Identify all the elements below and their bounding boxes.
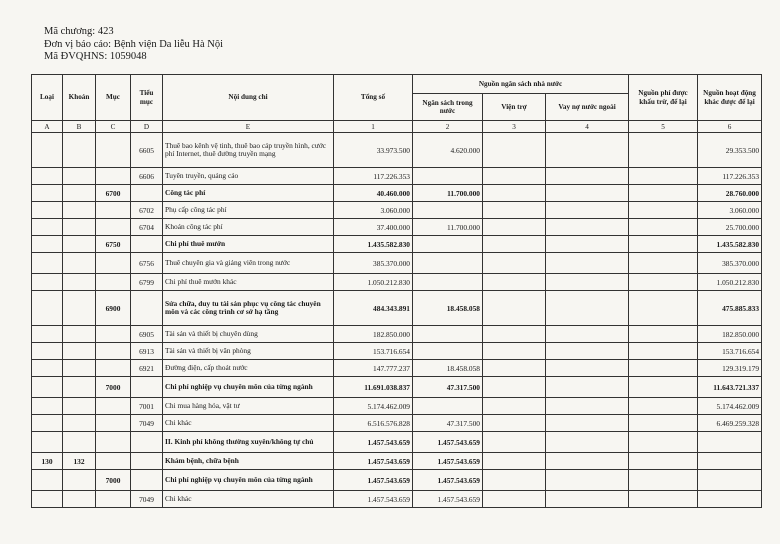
fee-source-cell	[629, 291, 698, 326]
table-row	[32, 453, 762, 470]
total-cell: 385.370.000	[334, 253, 413, 274]
expenditure-table	[31, 74, 762, 508]
aid-cell	[483, 185, 546, 202]
total-cell: 11.691.038.837	[334, 377, 413, 398]
index-cell: 2	[413, 121, 483, 133]
tieu-muc-cell: 7001	[131, 398, 163, 415]
other-source-cell	[698, 453, 762, 470]
khoan-cell	[63, 219, 96, 236]
loai-cell	[32, 432, 63, 453]
loai-cell: 130	[32, 453, 63, 470]
col-muc: Mục	[96, 75, 131, 121]
khoan-cell	[63, 415, 96, 432]
index-cell: D	[131, 121, 163, 133]
description-cell: Chi khác	[163, 491, 334, 508]
total-cell: 1.457.543.659	[334, 432, 413, 453]
index-cell: 6	[698, 121, 762, 133]
foreign-loan-cell	[546, 291, 629, 326]
other-source-cell: 129.319.179	[698, 360, 762, 377]
table-row	[32, 185, 762, 202]
table-row	[32, 360, 762, 377]
col-group-nsnn: Nguồn ngân sách nhà nước	[413, 75, 629, 94]
domestic-budget-cell: 1.457.543.659	[413, 432, 483, 453]
loai-cell	[32, 343, 63, 360]
aid-cell	[483, 133, 546, 168]
foreign-loan-cell	[546, 219, 629, 236]
other-source-cell: 182.850.000	[698, 326, 762, 343]
khoan-cell	[63, 202, 96, 219]
other-source-cell: 3.060.000	[698, 202, 762, 219]
loai-cell	[32, 398, 63, 415]
aid-cell	[483, 236, 546, 253]
fee-source-cell	[629, 470, 698, 491]
index-cell: A	[32, 121, 63, 133]
aid-cell	[483, 377, 546, 398]
total-cell: 3.060.000	[334, 202, 413, 219]
domestic-budget-cell: 1.457.543.659	[413, 453, 483, 470]
khoan-cell	[63, 291, 96, 326]
domestic-budget-cell	[413, 343, 483, 360]
loai-cell	[32, 377, 63, 398]
col-phi-khau-tru: Nguồn phí được khấu trừ, để lại	[629, 75, 698, 121]
description-cell: Thuê bao kênh vệ tinh, thuê bao cáp truyền hình, cước phí Internet, thuê đường truyền mạng	[163, 133, 334, 168]
other-source-cell: 28.760.000	[698, 185, 762, 202]
col-ns-trong-nuoc: Ngân sách trong nước	[413, 94, 483, 121]
total-cell: 33.973.500	[334, 133, 413, 168]
khoan-cell: 132	[63, 453, 96, 470]
table-row	[32, 168, 762, 185]
khoan-cell	[63, 326, 96, 343]
foreign-loan-cell	[546, 491, 629, 508]
total-cell: 40.460.000	[334, 185, 413, 202]
muc-cell: 6700	[96, 185, 131, 202]
loai-cell	[32, 326, 63, 343]
col-vay-no: Vay nợ nước ngoài	[546, 94, 629, 121]
loai-cell	[32, 253, 63, 274]
fee-source-cell	[629, 491, 698, 508]
khoan-cell	[63, 253, 96, 274]
aid-cell	[483, 470, 546, 491]
tieu-muc-cell: 6905	[131, 326, 163, 343]
total-cell: 1.457.543.659	[334, 470, 413, 491]
fee-source-cell	[629, 398, 698, 415]
total-cell: 37.400.000	[334, 219, 413, 236]
aid-cell	[483, 274, 546, 291]
fee-source-cell	[629, 133, 698, 168]
description-cell: II. Kinh phí không thường xuyên/không tự chủ	[163, 432, 334, 453]
table-row	[32, 274, 762, 291]
other-source-cell: 1.050.212.830	[698, 274, 762, 291]
fee-source-cell	[629, 326, 698, 343]
description-cell: Chi phí nghiệp vụ chuyên môn của từng ngành	[163, 377, 334, 398]
aid-cell	[483, 360, 546, 377]
foreign-loan-cell	[546, 133, 629, 168]
fee-source-cell	[629, 202, 698, 219]
foreign-loan-cell	[546, 236, 629, 253]
other-source-cell: 29.353.500	[698, 133, 762, 168]
table-row	[32, 219, 762, 236]
tieu-muc-cell: 6605	[131, 133, 163, 168]
index-cell: 4	[546, 121, 629, 133]
other-source-cell: 25.700.000	[698, 219, 762, 236]
table-row	[32, 133, 762, 168]
table-row	[32, 326, 762, 343]
header-row-1	[32, 75, 762, 94]
fee-source-cell	[629, 185, 698, 202]
domestic-budget-cell	[413, 326, 483, 343]
muc-cell: 7000	[96, 377, 131, 398]
table-row	[32, 253, 762, 274]
col-khoan: Khoản	[63, 75, 96, 121]
loai-cell	[32, 236, 63, 253]
other-source-cell: 1.435.582.830	[698, 236, 762, 253]
description-cell: Chi khác	[163, 415, 334, 432]
foreign-loan-cell	[546, 453, 629, 470]
tieu-muc-cell	[131, 185, 163, 202]
loai-cell	[32, 202, 63, 219]
foreign-loan-cell	[546, 168, 629, 185]
aid-cell	[483, 432, 546, 453]
description-cell: Công tác phí	[163, 185, 334, 202]
foreign-loan-cell	[546, 470, 629, 491]
tieu-muc-cell: 6702	[131, 202, 163, 219]
muc-cell	[96, 398, 131, 415]
index-cell: 1	[334, 121, 413, 133]
index-cell: E	[163, 121, 334, 133]
other-source-cell: 385.370.000	[698, 253, 762, 274]
col-vien-tro: Viện trợ	[483, 94, 546, 121]
muc-cell: 7000	[96, 470, 131, 491]
tieu-muc-cell: 7049	[131, 491, 163, 508]
description-cell: Đường điện, cấp thoát nước	[163, 360, 334, 377]
khoan-cell	[63, 274, 96, 291]
other-source-cell	[698, 470, 762, 491]
foreign-loan-cell	[546, 415, 629, 432]
domestic-budget-cell	[413, 202, 483, 219]
khoan-cell	[63, 185, 96, 202]
other-source-cell: 475.885.833	[698, 291, 762, 326]
tieu-muc-cell	[131, 432, 163, 453]
foreign-loan-cell	[546, 326, 629, 343]
loai-cell	[32, 470, 63, 491]
description-cell: Tài sản và thiết bị chuyên dùng	[163, 326, 334, 343]
total-cell: 484.343.891	[334, 291, 413, 326]
muc-cell	[96, 253, 131, 274]
foreign-loan-cell	[546, 432, 629, 453]
aid-cell	[483, 253, 546, 274]
total-cell: 153.716.654	[334, 343, 413, 360]
khoan-cell	[63, 343, 96, 360]
aid-cell	[483, 453, 546, 470]
domestic-budget-cell: 18.458.058	[413, 360, 483, 377]
foreign-loan-cell	[546, 377, 629, 398]
table-row	[32, 491, 762, 508]
aid-cell	[483, 168, 546, 185]
tieu-muc-cell	[131, 291, 163, 326]
index-cell: B	[63, 121, 96, 133]
table-row	[32, 432, 762, 453]
col-noi-dung: Nội dung chi	[163, 75, 334, 121]
khoan-cell	[63, 168, 96, 185]
domestic-budget-cell	[413, 253, 483, 274]
description-cell: Khoán công tác phí	[163, 219, 334, 236]
muc-cell	[96, 415, 131, 432]
index-cell: 5	[629, 121, 698, 133]
domestic-budget-cell: 47.317.500	[413, 377, 483, 398]
other-source-cell: 11.643.721.337	[698, 377, 762, 398]
aid-cell	[483, 491, 546, 508]
fee-source-cell	[629, 343, 698, 360]
other-source-cell: 6.469.259.328	[698, 415, 762, 432]
chapter-code: Mã chương: 423	[44, 26, 114, 37]
domestic-budget-cell: 4.620.000	[413, 133, 483, 168]
khoan-cell	[63, 491, 96, 508]
loai-cell	[32, 274, 63, 291]
reporting-unit: Đơn vị báo cáo: Bệnh viện Da liễu Hà Nội	[44, 38, 224, 50]
loai-cell	[32, 415, 63, 432]
tieu-muc-cell: 6913	[131, 343, 163, 360]
table-row	[32, 398, 762, 415]
total-cell: 1.435.582.830	[334, 236, 413, 253]
other-source-cell	[698, 491, 762, 508]
tieu-muc-cell	[131, 453, 163, 470]
table-row	[32, 377, 762, 398]
muc-cell	[96, 274, 131, 291]
muc-cell	[96, 168, 131, 185]
aid-cell	[483, 415, 546, 432]
total-cell: 5.174.462.009	[334, 398, 413, 415]
total-cell: 1.457.543.659	[334, 491, 413, 508]
table-row	[32, 343, 762, 360]
col-loai: Loại	[32, 75, 63, 121]
total-cell: 6.516.576.828	[334, 415, 413, 432]
tieu-muc-cell: 6606	[131, 168, 163, 185]
aid-cell	[483, 219, 546, 236]
table-row	[32, 415, 762, 432]
table-row	[32, 291, 762, 326]
table-row	[32, 202, 762, 219]
aid-cell	[483, 326, 546, 343]
other-source-cell: 5.174.462.009	[698, 398, 762, 415]
budget-unit-code: Mã ĐVQHNS: 1059048	[44, 51, 147, 62]
tieu-muc-cell	[131, 377, 163, 398]
table-row	[32, 236, 762, 253]
aid-cell	[483, 291, 546, 326]
loai-cell	[32, 219, 63, 236]
domestic-budget-cell: 11.700.000	[413, 219, 483, 236]
muc-cell	[96, 343, 131, 360]
description-cell: Chi phí thuê mướn khác	[163, 274, 334, 291]
muc-cell	[96, 432, 131, 453]
fee-source-cell	[629, 453, 698, 470]
foreign-loan-cell	[546, 360, 629, 377]
khoan-cell	[63, 133, 96, 168]
muc-cell	[96, 360, 131, 377]
description-cell: Chi phí thuê mướn	[163, 236, 334, 253]
fee-source-cell	[629, 432, 698, 453]
other-source-cell: 153.716.654	[698, 343, 762, 360]
fee-source-cell	[629, 377, 698, 398]
muc-cell	[96, 219, 131, 236]
khoan-cell	[63, 236, 96, 253]
table-row	[32, 470, 762, 491]
fee-source-cell	[629, 253, 698, 274]
total-cell: 117.226.353	[334, 168, 413, 185]
description-cell: Sửa chữa, duy tu tài sản phục vụ công tác chuyên môn và các công trình cơ sở hạ tầng	[163, 291, 334, 326]
aid-cell	[483, 202, 546, 219]
loai-cell	[32, 133, 63, 168]
tieu-muc-cell	[131, 470, 163, 491]
total-cell: 182.850.000	[334, 326, 413, 343]
domestic-budget-cell: 1.457.543.659	[413, 491, 483, 508]
description-cell: Tài sản và thiết bị văn phòng	[163, 343, 334, 360]
total-cell: 1.050.212.830	[334, 274, 413, 291]
fee-source-cell	[629, 360, 698, 377]
tieu-muc-cell: 6756	[131, 253, 163, 274]
foreign-loan-cell	[546, 343, 629, 360]
description-cell: Thuê chuyên gia và giảng viên trong nước	[163, 253, 334, 274]
tieu-muc-cell: 7049	[131, 415, 163, 432]
report-header	[44, 26, 223, 64]
loai-cell	[32, 168, 63, 185]
index-cell: C	[96, 121, 131, 133]
total-cell: 147.777.237	[334, 360, 413, 377]
loai-cell	[32, 185, 63, 202]
khoan-cell	[63, 377, 96, 398]
total-cell: 1.457.543.659	[334, 453, 413, 470]
index-row	[32, 121, 762, 133]
loai-cell	[32, 491, 63, 508]
domestic-budget-cell	[413, 274, 483, 291]
aid-cell	[483, 343, 546, 360]
domestic-budget-cell: 18.458.058	[413, 291, 483, 326]
loai-cell	[32, 291, 63, 326]
description-cell: Chi mua hàng hóa, vật tư	[163, 398, 334, 415]
khoan-cell	[63, 432, 96, 453]
foreign-loan-cell	[546, 398, 629, 415]
muc-cell: 6750	[96, 236, 131, 253]
muc-cell: 6900	[96, 291, 131, 326]
description-cell: Chi phí nghiệp vụ chuyên môn của từng ngành	[163, 470, 334, 491]
domestic-budget-cell	[413, 168, 483, 185]
col-hoat-dong-khac: Nguồn hoạt động khác được để lại	[698, 75, 762, 121]
foreign-loan-cell	[546, 253, 629, 274]
muc-cell	[96, 453, 131, 470]
description-cell: Phụ cấp công tác phí	[163, 202, 334, 219]
fee-source-cell	[629, 219, 698, 236]
tieu-muc-cell	[131, 236, 163, 253]
domestic-budget-cell: 11.700.000	[413, 185, 483, 202]
muc-cell	[96, 326, 131, 343]
other-source-cell	[698, 432, 762, 453]
foreign-loan-cell	[546, 202, 629, 219]
fee-source-cell	[629, 274, 698, 291]
domestic-budget-cell: 1.457.543.659	[413, 470, 483, 491]
domestic-budget-cell	[413, 236, 483, 253]
description-cell: Khám bệnh, chữa bệnh	[163, 453, 334, 470]
index-cell: 3	[483, 121, 546, 133]
tieu-muc-cell: 6799	[131, 274, 163, 291]
khoan-cell	[63, 398, 96, 415]
foreign-loan-cell	[546, 274, 629, 291]
domestic-budget-cell	[413, 398, 483, 415]
description-cell: Tuyên truyền, quảng cáo	[163, 168, 334, 185]
tieu-muc-cell: 6921	[131, 360, 163, 377]
loai-cell	[32, 360, 63, 377]
fee-source-cell	[629, 236, 698, 253]
muc-cell	[96, 133, 131, 168]
other-source-cell: 117.226.353	[698, 168, 762, 185]
tieu-muc-cell: 6704	[131, 219, 163, 236]
foreign-loan-cell	[546, 185, 629, 202]
fee-source-cell	[629, 168, 698, 185]
khoan-cell	[63, 360, 96, 377]
domestic-budget-cell: 47.317.500	[413, 415, 483, 432]
khoan-cell	[63, 470, 96, 491]
aid-cell	[483, 398, 546, 415]
fee-source-cell	[629, 415, 698, 432]
col-tieu-muc: Tiểu mục	[131, 75, 163, 121]
muc-cell	[96, 202, 131, 219]
table-body	[32, 121, 762, 508]
muc-cell	[96, 491, 131, 508]
col-tong-so: Tổng số	[334, 75, 413, 121]
